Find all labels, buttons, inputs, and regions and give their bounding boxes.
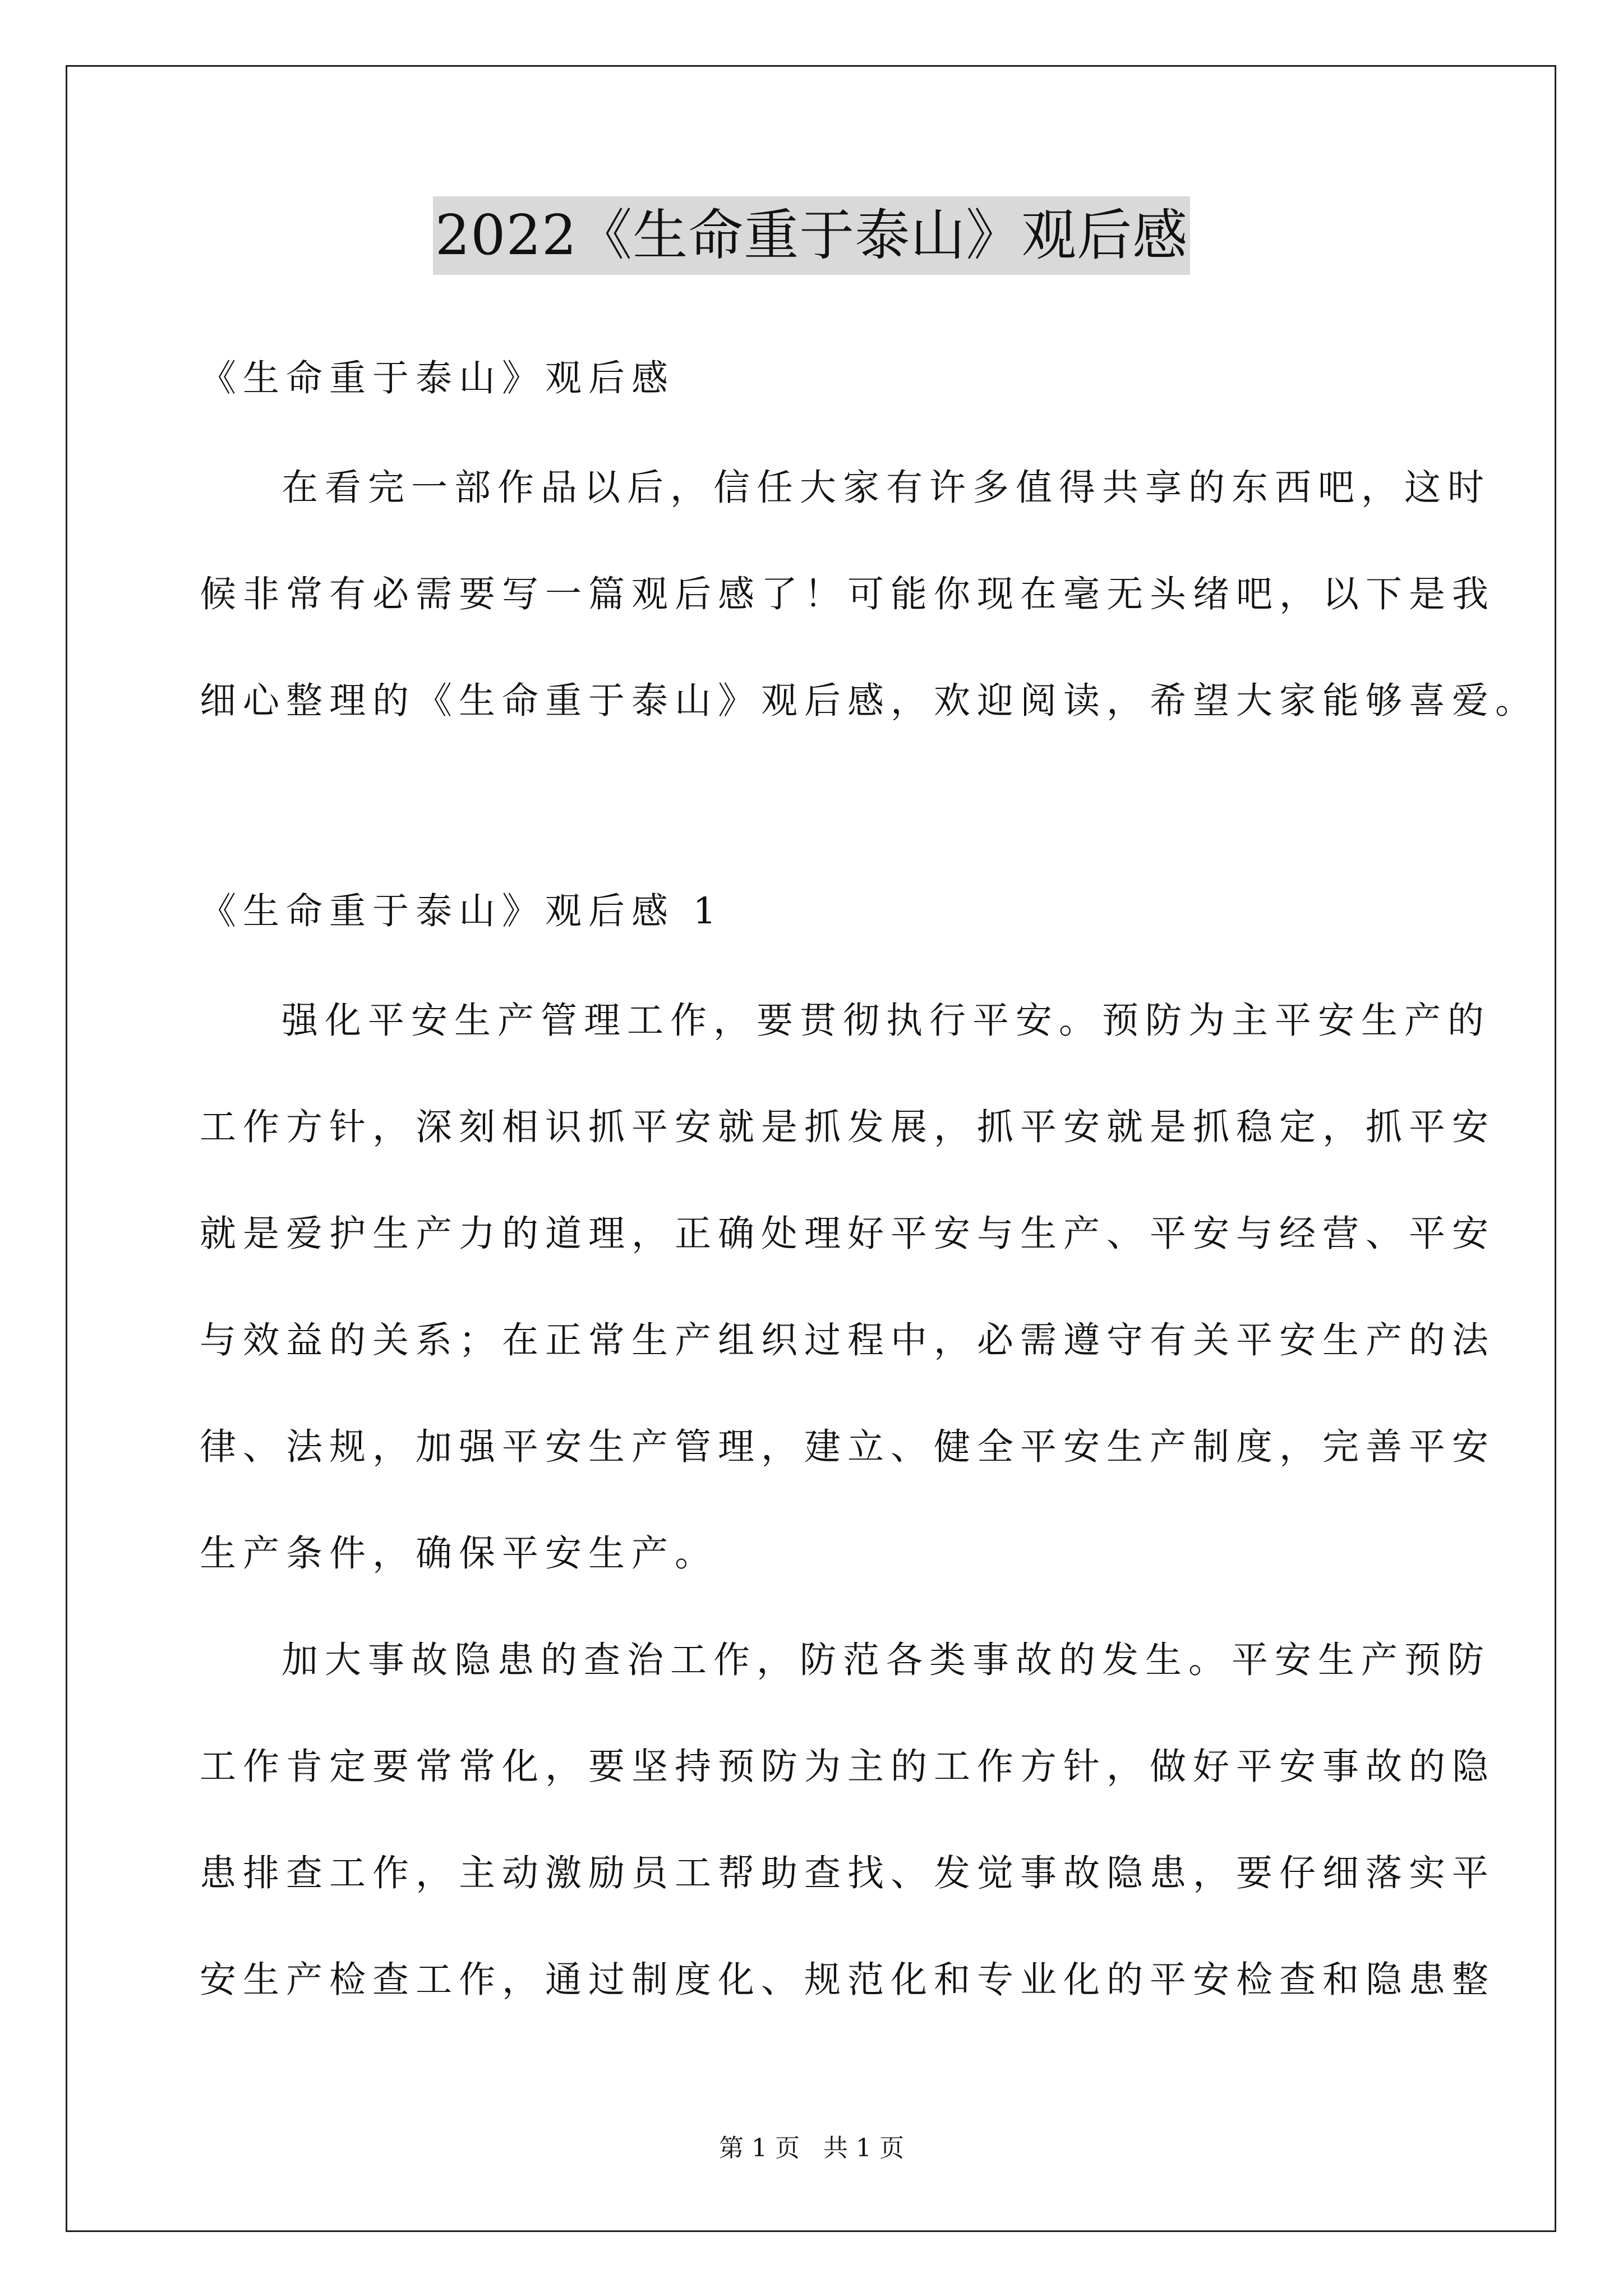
paragraph1-line-6: 生产条件，确保平安生产。 xyxy=(200,1533,718,1575)
document-subtitle: 《生命重于泰山》观后感 xyxy=(200,357,675,399)
paragraph2-line-2: 工作肯定要常常化，要坚持预防为主的工作方针，做好平安事故的隐 xyxy=(200,1746,1496,1788)
document-title: 2022《生命重于泰山》观后感 xyxy=(433,196,1190,275)
paragraph2-line-4: 安生产检查工作，通过制度化、规范化和专业化的平安检查和隐患整 xyxy=(200,1959,1496,2001)
paragraph1-line-4: 与效益的关系；在正常生产组织过程中，必需遵守有关平安生产的法 xyxy=(200,1319,1496,1361)
paragraph2-line-1: 加大事故隐患的查治工作，防范各类事故的发生。平安生产预防 xyxy=(282,1639,1491,1681)
title-container xyxy=(0,196,1623,275)
paragraph1-line-3: 就是爱护生产力的道理，正确处理好平安与生产、平安与经营、平安 xyxy=(200,1213,1496,1255)
paragraph2-line-3: 患排查工作，主动激励员工帮助查找、发觉事故隐患，要仔细落实平 xyxy=(200,1852,1496,1894)
paragraph1-line-5: 律、法规，加强平安生产管理，建立、健全平安生产制度，完善平安 xyxy=(200,1426,1496,1468)
intro-line-1: 在看完一部作品以后，信任大家有许多值得共享的东西吧，这时 xyxy=(282,467,1491,509)
page-footer xyxy=(0,2132,1623,2165)
page-total: 共 1 页 xyxy=(823,2134,904,2162)
paragraph1-line-2: 工作方针，深刻相识抓平安就是抓发展，抓平安就是抓稳定，抓平安 xyxy=(200,1106,1496,1148)
intro-line-2: 候非常有必需要写一篇观后感了！可能你现在毫无头绪吧，以下是我 xyxy=(200,573,1496,615)
section-heading: 《生命重于泰山》观后感 1 xyxy=(200,890,723,932)
paragraph1-line-1: 强化平安生产管理工作，要贯彻执行平安。预防为主平安生产的 xyxy=(282,1000,1491,1042)
intro-line-3: 细心整理的《生命重于泰山》观后感，欢迎阅读，希望大家能够喜爱。 xyxy=(200,680,1539,722)
page-number: 第 1 页 xyxy=(719,2134,800,2162)
